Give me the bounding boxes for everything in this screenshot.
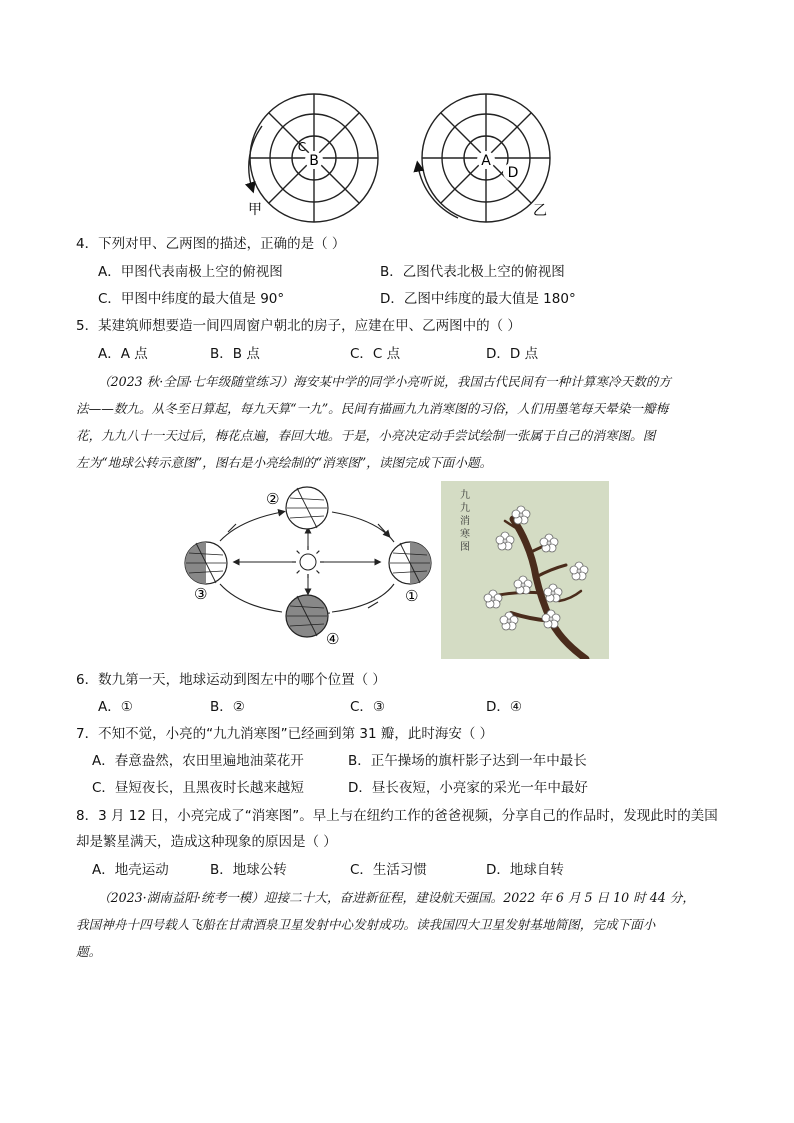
plum-branch xyxy=(441,481,609,659)
caption-yi: 乙 xyxy=(533,203,547,219)
q8-stem-line2: 却是繁星满天，造成这种现象的原因是（ ） xyxy=(76,834,337,850)
q8-stem-line1: 8．3 月 12 日，小亮完成了“消寒图”。早上与在纽约工作的爸爸视频，分享自己的作品时，发现此时的美国 xyxy=(76,808,718,824)
q6-option-a[interactable]: A．① xyxy=(98,699,133,715)
q7-option-a[interactable]: A．春意盎然，农田里遍地油菜花开 xyxy=(92,753,304,769)
q6-stem: 6．数九第一天，地球运动到图左中的哪个位置（ ） xyxy=(76,672,386,688)
q8-option-d[interactable]: D．地球自转 xyxy=(486,862,564,878)
q4-stem: 4．下列对甲、乙两图的描述，正确的是（ ） xyxy=(76,236,346,252)
q7-option-b[interactable]: B．正午操场的旗杆影子达到一年中最长 xyxy=(348,753,587,769)
q7-option-d[interactable]: D．昼长夜短，小亮家的采光一年中最好 xyxy=(348,780,588,796)
q7-stem: 7．不知不觉，小亮的“九九消寒图”已经画到第 31 瓣，此时海安（ ） xyxy=(76,726,494,742)
painting-title-char: 九 xyxy=(460,490,470,501)
q6-option-d[interactable]: D．④ xyxy=(486,699,522,715)
q5-option-d[interactable]: D．D 点 xyxy=(486,346,539,362)
q5-stem: 5．某建筑师想要造一间四周窗户朝北的房子，应建在甲、乙两图中的（ ） xyxy=(76,318,521,334)
label-position-3: ③ xyxy=(194,585,208,603)
earth-position-4 xyxy=(286,595,328,637)
label-position-4: ④ xyxy=(326,630,340,648)
q7-option-c[interactable]: C．昼短夜长，且黑夜时长越来越短 xyxy=(92,780,304,796)
passage2-line1: （2023·湖南益阳·统考一模）迎接二十大，奋进新征程，建设航天强国。2022 年 6 月 5 日 10 时 44 分， xyxy=(98,890,695,905)
q5-option-c[interactable]: C．C 点 xyxy=(350,346,401,362)
passage2-line3: 题。 xyxy=(76,944,102,959)
q4-option-c[interactable]: C．甲图中纬度的最大值是 90° xyxy=(98,291,285,307)
q8-option-b[interactable]: B．地球公转 xyxy=(210,862,287,878)
q5-option-a[interactable]: A．A 点 xyxy=(98,346,148,362)
earth-position-1 xyxy=(389,542,431,584)
q4-option-b[interactable]: B．乙图代表北极上空的俯视图 xyxy=(380,264,565,280)
painting-title-char: 图 xyxy=(460,542,470,553)
caption-jia: 甲 xyxy=(248,202,262,218)
painting-title-char: 消 xyxy=(460,516,470,527)
earth-revolution-diagram xyxy=(180,484,435,654)
passage1-line2: 法——数九。从冬至日算起，每九天算“一九”。民间有描画九九消寒图的习俗，人们用墨笔每天晕染一瓣梅 xyxy=(76,401,669,416)
label-position-2: ② xyxy=(266,490,280,508)
passage1-line4: 左为“地球公转示意图”，图右是小亮绘制的“消寒图”，读图完成下面小题。 xyxy=(76,455,493,470)
q4-option-d[interactable]: D．乙图中纬度的最大值是 180° xyxy=(380,291,576,307)
point-b: B xyxy=(309,153,319,169)
point-a: A xyxy=(481,153,491,169)
painting-title-char: 寒 xyxy=(460,529,470,540)
label-position-1: ① xyxy=(405,587,419,605)
passage1-line3: 花，九九八十一天过后，梅花点遍，春回大地。于是，小亮决定动手尝试绘制一张属于自己的消寒图。图 xyxy=(76,428,656,443)
q5-option-b[interactable]: B．B 点 xyxy=(210,346,260,362)
q8-option-c[interactable]: C．生活习惯 xyxy=(350,862,427,878)
passage2-line2: 我国神舟十四号载人飞船在甘肃酒泉卫星发射中心发射成功。读我国四大卫星发射基地简图，完成下面小 xyxy=(76,917,656,932)
point-d: D xyxy=(507,165,519,181)
q6-option-c[interactable]: C．③ xyxy=(350,699,386,715)
rotation-arrow-jia xyxy=(249,126,262,188)
painting-title-char: 九 xyxy=(460,503,470,514)
q4-option-a[interactable]: A．甲图代表南极上空的俯视图 xyxy=(98,264,283,280)
sun-icon xyxy=(292,546,324,578)
earth-position-2 xyxy=(286,487,328,529)
q8-option-a[interactable]: A．地壳运动 xyxy=(92,862,169,878)
passage1-line1: （2023 秋·全国·七年级随堂练习）海安某中学的同学小亮听说，我国古代民间有一种计算寒冷天数的方 xyxy=(98,374,671,389)
polar-figures xyxy=(230,88,570,228)
earth-position-3 xyxy=(185,542,227,584)
point-c: C xyxy=(297,140,307,154)
q6-option-b[interactable]: B．② xyxy=(210,699,245,715)
